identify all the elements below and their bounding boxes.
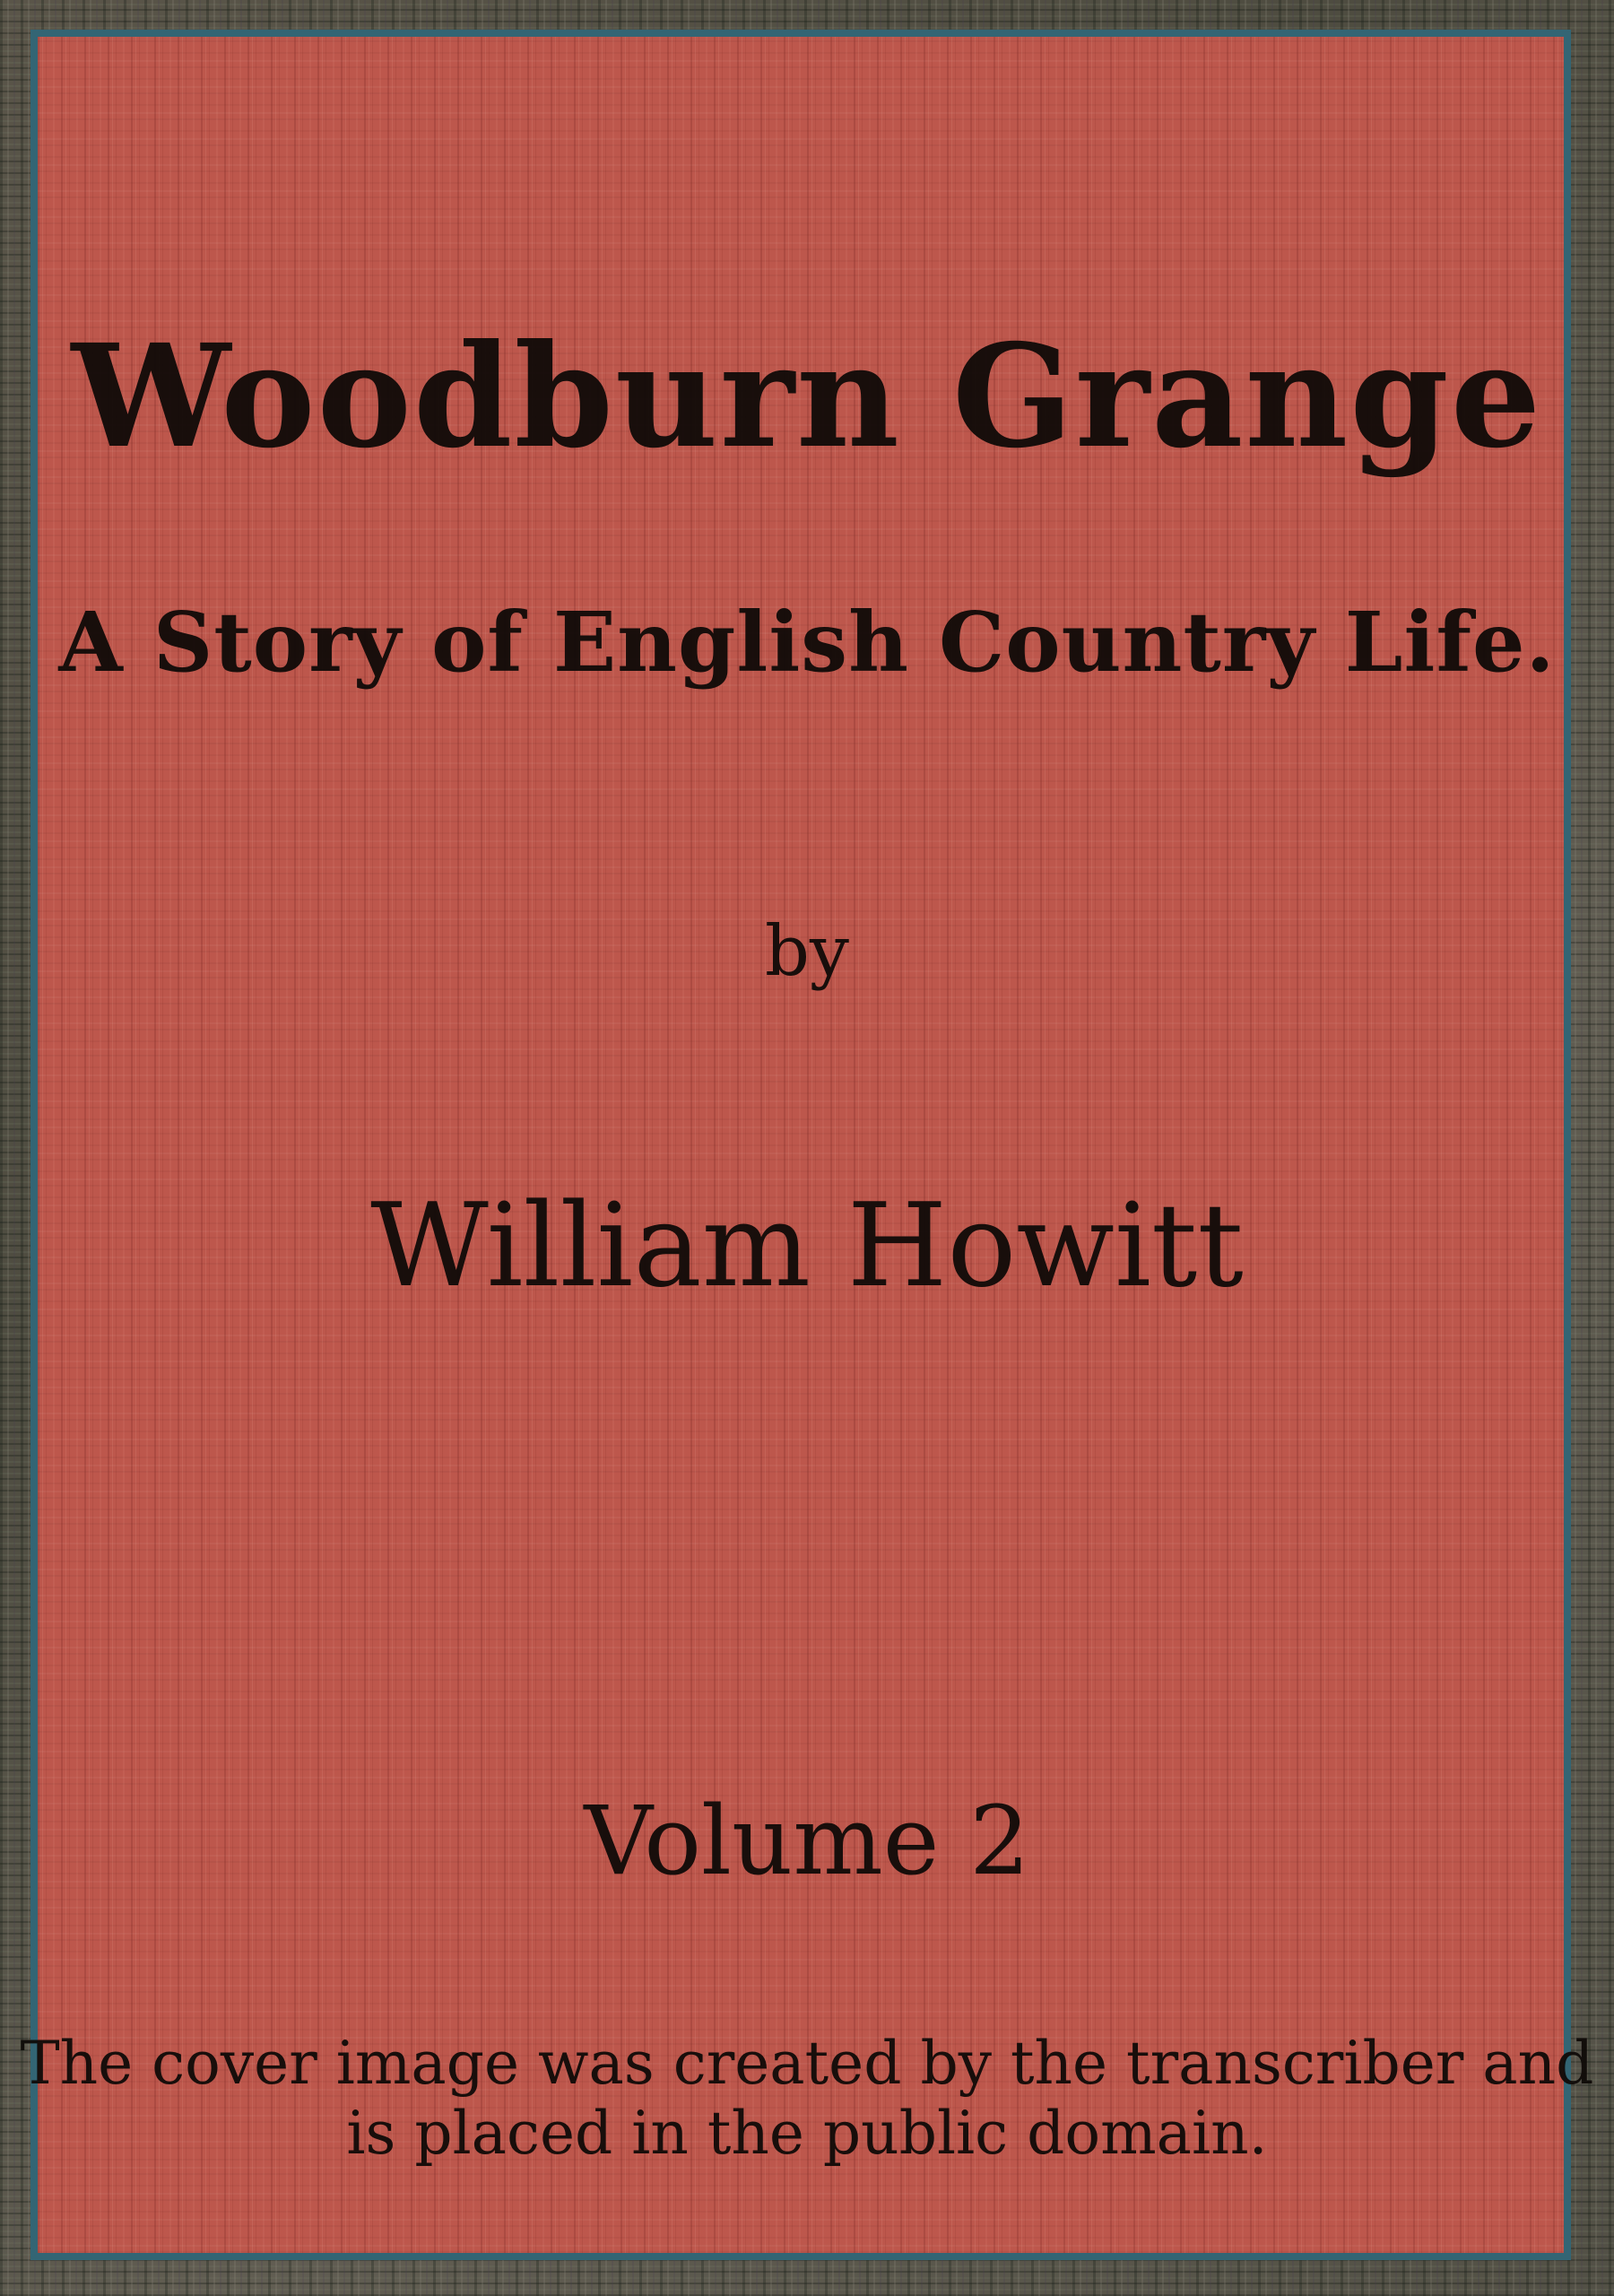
author-name: William Howitt (370, 1179, 1244, 1313)
book-title: Woodburn Grange (71, 313, 1543, 480)
book-subtitle: A Story of English Country Life. (58, 594, 1556, 691)
byline-label: by (765, 911, 849, 992)
transcriber-note-line-1: The cover image was created by the transcriber and (20, 2029, 1594, 2098)
volume-label: Volume 2 (584, 1786, 1030, 1896)
transcriber-note (0, 2029, 1614, 2169)
transcriber-note-line-2: is placed in the public domain. (346, 2098, 1268, 2168)
